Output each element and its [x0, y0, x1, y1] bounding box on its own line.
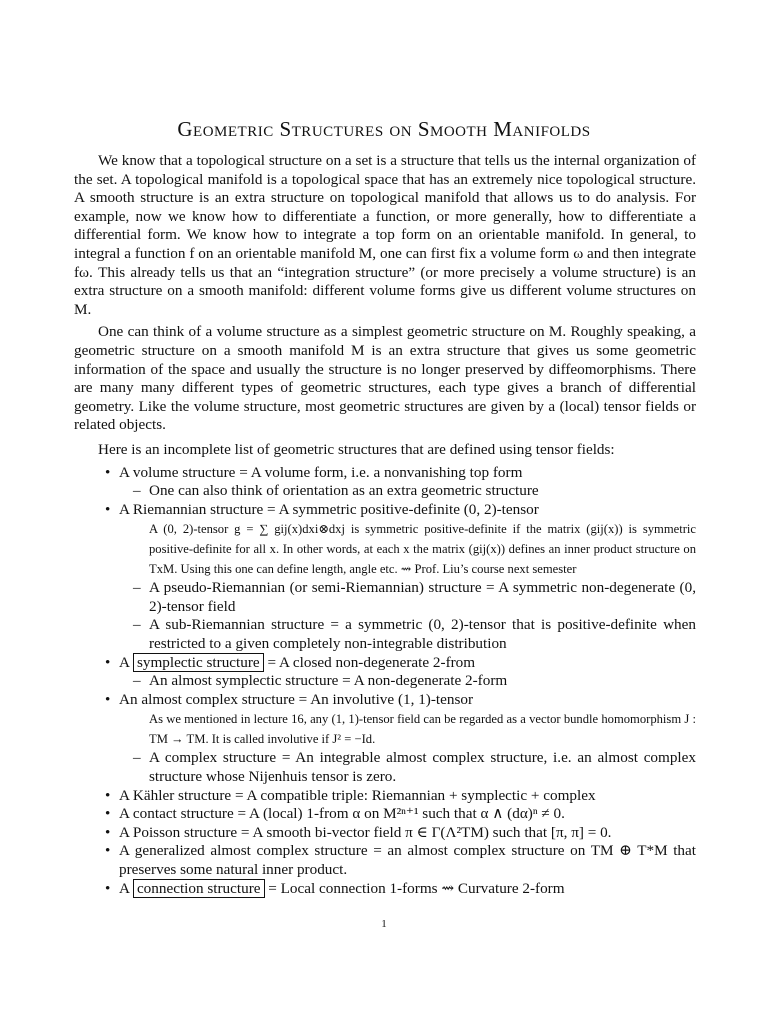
sub-list: [119, 672, 696, 691]
list-item-contact: • A contact structure = A (local) 1-from α on M²ⁿ⁺¹ such that α ∧ (dα)ⁿ ≠ 0.: [74, 805, 696, 824]
list-item-suffix: = A closed non-degenerate 2-from: [267, 653, 476, 671]
structure-list: [74, 464, 696, 899]
list-item-text: A Riemannian structure = A symmetric positive-definite (0, 2)-tensor: [119, 500, 539, 518]
sub-list: [119, 482, 696, 501]
sub-item-sub-riemannian: – A sub-Riemannian structure = a symmetric (0, 2)-tensor that is positive-definite when restricted to a given completely non-integrable distribution: [119, 616, 696, 653]
list-item-connection: [74, 880, 696, 899]
note-riemannian: A (0, 2)-tensor g = ∑ gij(x)dxi⊗dxj is symmetric positive-definite if the matrix (gij(x)) is symmetric positive-definite for all x. In other words, at each x the matrix (gij(x)) defines an inner product structure on TxM. Using this one can define length, angle etc. ⇝ Prof. Liu’s course next semester: [149, 522, 696, 577]
note-almost-complex: As we mentioned in lecture 16, any (1, 1)-tensor field can be regarded as a vector bundle homomorphism J : TM → TM. It is called involutive if J² = −Id.: [149, 712, 696, 747]
list-item-text: An almost complex structure = An involutive (1, 1)-tensor: [119, 690, 474, 708]
list-item-suffix: = Local connection 1-forms ⇝ Curvature 2-form: [268, 879, 565, 897]
paragraph-intro: We know that a topological structure on a set is a structure that tells us the internal organization of the set. A topological manifold is a topological space that has an extremely nice topological structure. A smooth structure is an extra structure on topological manifold that allows us to do analysis. For example, now we know how to differentiate a function, or more generally, how to differentiate a differential form. We know how to integrate a top form on an orientable manifold. In general, to integral a function f on an orientable manifold M, one can first fix a volume form ω and then integrate fω. This already tells us that an “integration structure” (or more precisely a volume structure) is an extra structure on a smooth manifold: different volume forms give us different volume structures on M.: [74, 152, 696, 318]
list-item-symplectic: [74, 654, 696, 691]
sub-item-pseudo-riemannian: – A pseudo-Riemannian (or semi-Riemannian) structure = A symmetric non-degenerate (0, 2)-tensor field: [119, 579, 696, 616]
list-item-prefix: A: [119, 653, 130, 671]
list-item-poisson: • A Poisson structure = A smooth bi-vector field π ∈ Γ(Λ²TM) such that [π, π] = 0.: [74, 824, 696, 843]
list-item-text: A volume structure = A volume form, i.e. a nonvanishing top form: [119, 463, 523, 481]
list-item-almost-complex: [74, 691, 696, 787]
paragraph-geometric-structure: One can think of a volume structure as a simplest geometric structure on M. Roughly speaking, a geometric structure on a smooth manifold M is an extra structure that gives us some geometric information of the space and usually the structure is no longer preserved by diffeomorphisms. There are many many different types of geometric structures, each type gives a branch of differential geometry. Like the volume structure, most geometric structures are given by a (local) tensor fields or related objects.: [74, 323, 696, 434]
sub-list: [119, 749, 696, 786]
paragraph-list-intro: Here is an incomplete list of geometric structures that are defined using tensor fields:: [98, 440, 615, 458]
boxed-term-symplectic: symplectic structure: [133, 653, 264, 672]
page-number: 1: [381, 918, 387, 930]
sub-item-complex: – A complex structure = An integrable almost complex structure, i.e. an almost complex structure whose Nijenhuis tensor is zero.: [119, 749, 696, 786]
document-body: [74, 152, 696, 898]
sub-item-orientation: – One can also think of orientation as an extra geometric structure: [119, 482, 696, 501]
sub-list: [119, 579, 696, 653]
list-item-prefix: A: [119, 879, 130, 897]
sub-item-almost-symplectic: – An almost symplectic structure = A non-degenerate 2-form: [119, 672, 696, 691]
boxed-term-connection: connection structure: [133, 879, 265, 898]
list-item-generalized-complex: • A generalized almost complex structure = an almost complex structure on TM ⊕ T*M that preserves some natural inner product.: [74, 842, 696, 879]
list-item-volume: [74, 464, 696, 501]
list-item-kahler: • A Kähler structure = A compatible triple: Riemannian + symplectic + complex: [74, 787, 696, 806]
list-item-riemannian: [74, 501, 696, 654]
page-title: Geometric Structures on Smooth Manifolds: [177, 117, 591, 141]
